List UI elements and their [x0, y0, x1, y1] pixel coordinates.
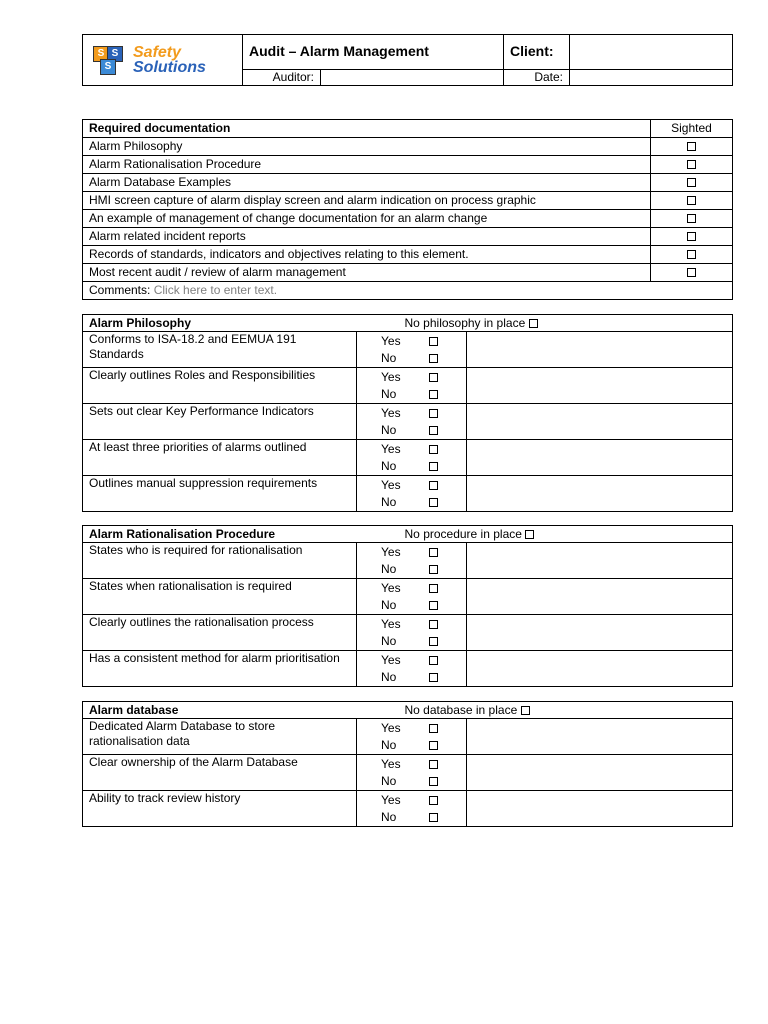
notes-cell[interactable]	[467, 651, 733, 687]
section-title: Alarm Rationalisation Procedure	[83, 526, 429, 543]
question-row	[83, 579, 733, 615]
required-doc-row	[83, 192, 733, 210]
required-doc-row	[83, 174, 733, 192]
required-doc-label: Alarm Rationalisation Procedure	[83, 156, 651, 174]
section-none-row	[404, 702, 733, 719]
yes-no-labels	[357, 476, 429, 512]
yes-label: Yes	[381, 793, 401, 807]
sighted-checkbox[interactable]	[687, 232, 696, 241]
yes-label: Yes	[381, 334, 401, 348]
no-checkbox[interactable]	[429, 601, 438, 610]
sighted-checkbox-cell	[651, 228, 733, 246]
yes-no-checkboxes	[429, 404, 467, 440]
section-table	[82, 525, 733, 687]
sighted-checkbox-cell	[651, 246, 733, 264]
no-label: No	[381, 670, 397, 684]
date-label: Date:	[504, 69, 570, 85]
yes-no-checkboxes	[429, 719, 467, 755]
question-label: States who is required for rationalisation	[83, 543, 357, 579]
question-label: States when rationalisation is required	[83, 579, 357, 615]
sighted-checkbox[interactable]	[687, 160, 696, 169]
question-row	[83, 440, 733, 476]
notes-cell[interactable]	[467, 368, 733, 404]
yes-label: Yes	[381, 757, 401, 771]
notes-cell[interactable]	[467, 404, 733, 440]
logo-text-line2: Solutions	[133, 59, 206, 76]
no-label: No	[381, 562, 397, 576]
required-doc-label: Most recent audit / review of alarm management	[83, 264, 651, 282]
notes-cell[interactable]	[467, 755, 733, 791]
yes-no-checkboxes	[429, 651, 467, 687]
yes-checkbox[interactable]	[429, 445, 438, 454]
sighted-checkbox[interactable]	[687, 214, 696, 223]
yes-checkbox[interactable]	[429, 760, 438, 769]
yes-no-checkboxes	[429, 791, 467, 827]
notes-cell[interactable]	[467, 719, 733, 755]
no-label: No	[381, 495, 397, 509]
section-table	[82, 314, 733, 512]
yes-label: Yes	[381, 442, 401, 456]
notes-cell[interactable]	[467, 791, 733, 827]
required-doc-label: An example of management of change documentation for an alarm change	[83, 210, 651, 228]
no-checkbox[interactable]	[429, 498, 438, 507]
required-doc-row	[83, 210, 733, 228]
auditor-label: Auditor:	[243, 69, 321, 85]
required-documentation-heading: Required documentation	[83, 120, 651, 138]
section-none-checkbox[interactable]	[525, 530, 534, 539]
notes-cell[interactable]	[467, 543, 733, 579]
section-title: Alarm Philosophy	[83, 315, 429, 332]
comments-input[interactable]: Click here to enter text.	[153, 283, 278, 297]
yes-no-labels	[357, 651, 429, 687]
yes-checkbox[interactable]	[429, 548, 438, 557]
yes-label: Yes	[381, 370, 401, 384]
no-label: No	[381, 774, 397, 788]
sighted-checkbox-cell	[651, 264, 733, 282]
question-label: Has a consistent method for alarm prioritisation	[83, 651, 357, 687]
yes-no-labels	[357, 543, 429, 579]
yes-no-labels	[357, 332, 429, 368]
yes-no-checkboxes	[429, 543, 467, 579]
yes-no-labels	[357, 791, 429, 827]
yes-no-checkboxes	[429, 332, 467, 368]
no-checkbox[interactable]	[429, 565, 438, 574]
yes-no-labels	[357, 615, 429, 651]
yes-label: Yes	[381, 406, 401, 420]
no-checkbox[interactable]	[429, 426, 438, 435]
section-none-label: No database in place	[404, 703, 518, 717]
logo	[83, 35, 243, 86]
yes-checkbox[interactable]	[429, 796, 438, 805]
required-doc-row	[83, 246, 733, 264]
client-label: Client:	[504, 35, 570, 70]
yes-no-labels	[357, 440, 429, 476]
sighted-checkbox-cell	[651, 156, 733, 174]
yes-label: Yes	[381, 545, 401, 559]
auditor-field[interactable]	[321, 69, 504, 85]
yes-no-labels	[357, 579, 429, 615]
yes-checkbox[interactable]	[429, 337, 438, 346]
section-none-label: No procedure in place	[404, 527, 522, 541]
required-doc-label: HMI screen capture of alarm display screen and alarm indication on process graphic	[83, 192, 651, 210]
question-row	[83, 615, 733, 651]
client-field[interactable]	[570, 35, 733, 70]
question-label: Clearly outlines Roles and Responsibilities	[83, 368, 357, 404]
no-checkbox[interactable]	[429, 777, 438, 786]
required-doc-label: Alarm related incident reports	[83, 228, 651, 246]
section-none-label: No philosophy in place	[404, 316, 526, 330]
no-checkbox[interactable]	[429, 462, 438, 471]
no-label: No	[381, 738, 397, 752]
question-label: At least three priorities of alarms outlined	[83, 440, 357, 476]
no-label: No	[381, 423, 397, 437]
no-label: No	[381, 634, 397, 648]
yes-no-labels	[357, 719, 429, 755]
required-doc-label: Alarm Database Examples	[83, 174, 651, 192]
sighted-checkbox[interactable]	[687, 268, 696, 277]
sighted-checkbox-cell	[651, 174, 733, 192]
question-row	[83, 543, 733, 579]
date-field[interactable]	[570, 69, 733, 85]
yes-label: Yes	[381, 721, 401, 735]
yes-label: Yes	[381, 581, 401, 595]
sighted-checkbox-cell	[651, 192, 733, 210]
notes-cell[interactable]	[467, 440, 733, 476]
no-checkbox[interactable]	[429, 354, 438, 363]
sighted-checkbox[interactable]	[687, 196, 696, 205]
yes-no-checkboxes	[429, 476, 467, 512]
yes-no-labels	[357, 404, 429, 440]
no-label: No	[381, 459, 397, 473]
sighted-checkbox-cell	[651, 138, 733, 156]
section-none-checkbox[interactable]	[529, 319, 538, 328]
question-row	[83, 332, 733, 368]
required-doc-label: Alarm Philosophy	[83, 138, 651, 156]
required-doc-row	[83, 264, 733, 282]
notes-cell[interactable]	[467, 332, 733, 368]
header-table	[82, 34, 733, 86]
yes-no-checkboxes	[429, 579, 467, 615]
yes-no-checkboxes	[429, 440, 467, 476]
notes-cell[interactable]	[467, 615, 733, 651]
section-none-checkbox[interactable]	[521, 706, 530, 715]
question-row	[83, 755, 733, 791]
yes-checkbox[interactable]	[429, 620, 438, 629]
yes-no-checkboxes	[429, 368, 467, 404]
yes-no-labels	[357, 368, 429, 404]
yes-no-checkboxes	[429, 615, 467, 651]
no-checkbox[interactable]	[429, 390, 438, 399]
notes-cell[interactable]	[467, 579, 733, 615]
yes-label: Yes	[381, 617, 401, 631]
no-label: No	[381, 810, 397, 824]
comments-label: Comments:	[89, 283, 151, 297]
yes-no-labels	[357, 755, 429, 791]
question-row	[83, 368, 733, 404]
required-documentation-table	[82, 119, 733, 300]
notes-cell[interactable]	[467, 476, 733, 512]
question-label: Sets out clear Key Performance Indicators	[83, 404, 357, 440]
question-label: Clear ownership of the Alarm Database	[83, 755, 357, 791]
yes-label: Yes	[381, 653, 401, 667]
yes-checkbox[interactable]	[429, 373, 438, 382]
no-checkbox[interactable]	[429, 673, 438, 682]
question-label: Conforms to ISA-18.2 and EEMUA 191 Standards	[83, 332, 357, 368]
yes-checkbox[interactable]	[429, 409, 438, 418]
no-label: No	[381, 598, 397, 612]
question-row	[83, 719, 733, 755]
safety-solutions-logo-icon: S S S	[91, 44, 129, 76]
yes-checkbox[interactable]	[429, 481, 438, 490]
question-label: Dedicated Alarm Database to store rationalisation data	[83, 719, 357, 755]
no-checkbox[interactable]	[429, 741, 438, 750]
question-row	[83, 476, 733, 512]
sighted-checkbox[interactable]	[687, 250, 696, 259]
no-checkbox[interactable]	[429, 813, 438, 822]
question-label: Clearly outlines the rationalisation process	[83, 615, 357, 651]
required-doc-row	[83, 138, 733, 156]
question-row	[83, 791, 733, 827]
required-doc-row	[83, 228, 733, 246]
question-row	[83, 404, 733, 440]
sighted-checkbox[interactable]	[687, 142, 696, 151]
section-title: Alarm database	[83, 702, 429, 719]
sighted-checkbox[interactable]	[687, 178, 696, 187]
question-row	[83, 651, 733, 687]
sighted-heading: Sighted	[651, 120, 733, 138]
no-checkbox[interactable]	[429, 637, 438, 646]
required-doc-label: Records of standards, indicators and objectives relating to this element.	[83, 246, 651, 264]
yes-no-checkboxes	[429, 755, 467, 791]
section-table	[82, 701, 733, 827]
document-title: Audit – Alarm Management	[243, 35, 504, 70]
required-doc-row	[83, 156, 733, 174]
no-label: No	[381, 351, 397, 365]
sighted-checkbox-cell	[651, 210, 733, 228]
section-none-row	[404, 315, 733, 332]
question-label: Outlines manual suppression requirements	[83, 476, 357, 512]
question-label: Ability to track review history	[83, 791, 357, 827]
logo-text-line1: Safety	[133, 44, 182, 61]
yes-checkbox[interactable]	[429, 724, 438, 733]
section-none-row	[404, 526, 733, 543]
yes-checkbox[interactable]	[429, 584, 438, 593]
yes-label: Yes	[381, 478, 401, 492]
comments-row	[83, 282, 733, 300]
yes-checkbox[interactable]	[429, 656, 438, 665]
no-label: No	[381, 387, 397, 401]
